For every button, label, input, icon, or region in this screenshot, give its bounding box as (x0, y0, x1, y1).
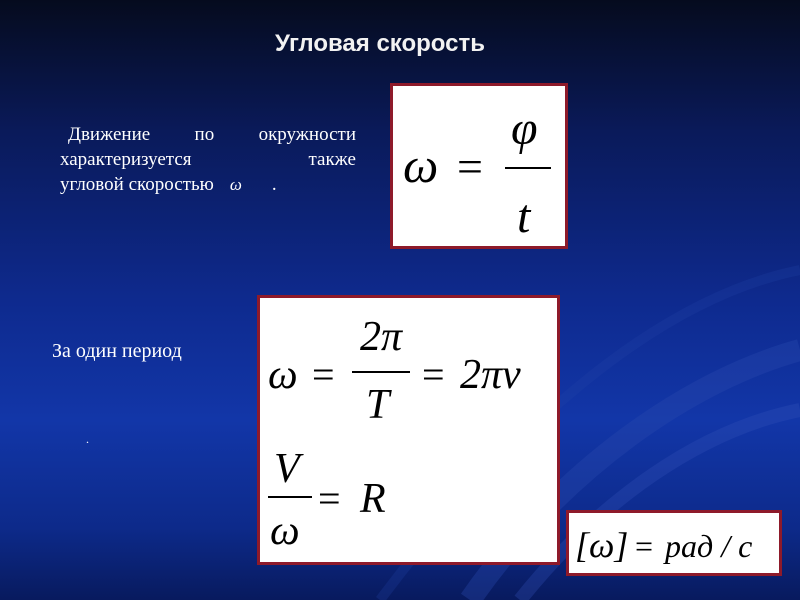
formula-box-units (566, 510, 782, 576)
formula-box-angular-velocity (390, 83, 568, 249)
formula-numerator: φ (511, 102, 538, 155)
formula-rhs: R (360, 476, 386, 522)
formula-equals: = (318, 476, 341, 521)
formula-box-period (257, 295, 560, 565)
formula-equals: = (457, 141, 483, 192)
bullet-mark: . (86, 432, 89, 446)
formula-rhs: 2πν (460, 352, 521, 398)
formula-equals: = (312, 352, 335, 397)
period-label: За один период (52, 340, 182, 362)
formula-omega-phi-t (393, 86, 565, 246)
intro-word: Движение (68, 124, 151, 145)
intro-period-mark: . (271, 174, 277, 195)
formula-numerator: V (274, 446, 300, 492)
formula-denominator: T (366, 382, 390, 428)
formula-denominator: t (517, 190, 531, 243)
formula-units (569, 513, 779, 573)
intro-word: по (194, 124, 215, 145)
formula-lhs: [ω] (575, 525, 629, 565)
slide-title: Угловая скорость (274, 30, 486, 57)
formula-equals: = (422, 352, 445, 397)
formula-equals: = (635, 528, 654, 564)
intro-word: окружности (258, 124, 356, 145)
omega-symbol: ω (229, 175, 242, 194)
formula-numerator: 2π (360, 314, 403, 360)
formula-lhs: ω (268, 352, 298, 398)
formula-period-set (260, 298, 557, 562)
formula-denominator: ω (270, 508, 300, 554)
intro-word: характеризуется (60, 149, 192, 170)
intro-word: также (308, 149, 356, 170)
intro-paragraph (60, 122, 356, 197)
formula-lhs: ω (403, 137, 439, 193)
formula-rhs: рад / c (665, 528, 753, 564)
intro-word: угловой скоростью (60, 174, 214, 195)
